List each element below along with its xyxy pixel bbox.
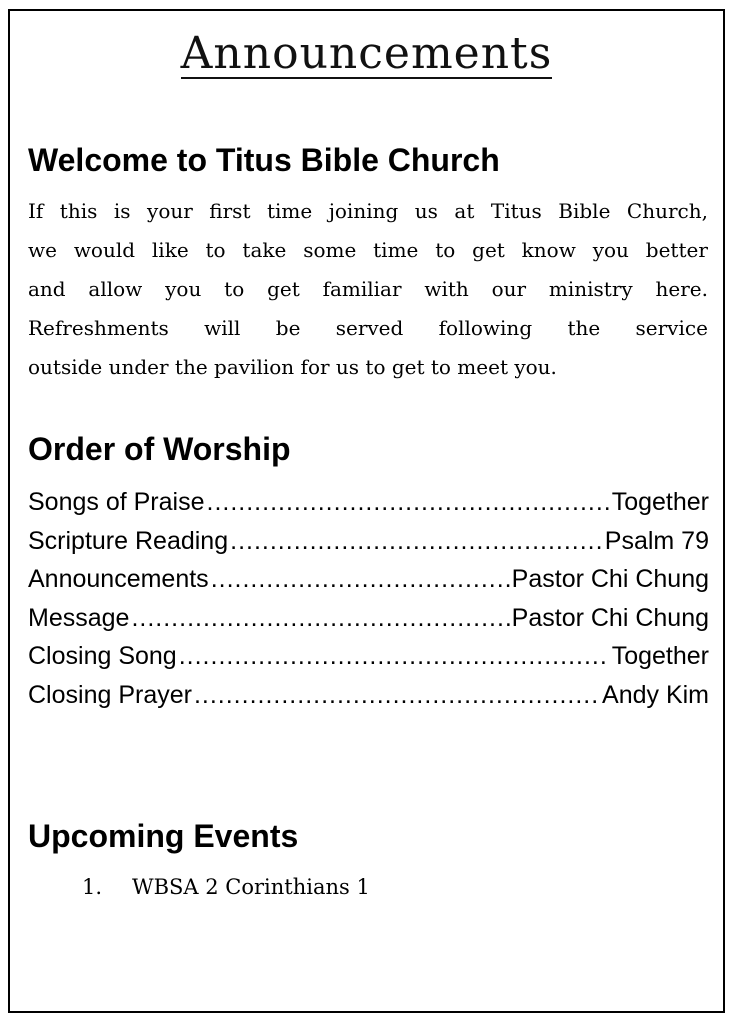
welcome-line <box>28 270 708 309</box>
welcome-word: service <box>635 316 708 340</box>
announcement-page <box>8 9 725 1013</box>
welcome-word: be <box>275 316 301 340</box>
welcome-word: here. <box>655 277 708 301</box>
order-row <box>28 483 709 522</box>
order-row <box>28 599 709 638</box>
welcome-word: better <box>645 238 708 262</box>
order-item: Closing Song <box>28 642 177 670</box>
event-item <box>82 875 370 899</box>
welcome-word: ministry <box>548 277 633 301</box>
upcoming-events-list <box>82 875 370 899</box>
welcome-word: to <box>205 238 226 262</box>
welcome-word: to <box>224 277 245 301</box>
welcome-word: Refreshments <box>28 316 169 340</box>
order-leader: Pastor Chi Chung <box>511 603 709 632</box>
welcome-word: time <box>373 238 419 262</box>
dot-leader <box>179 637 610 676</box>
welcome-word: and <box>28 277 66 301</box>
order-item: Scripture Reading <box>28 526 229 555</box>
order-of-worship-list <box>28 483 709 714</box>
welcome-word: know <box>521 238 576 262</box>
welcome-word: take <box>242 238 287 262</box>
welcome-paragraph <box>28 192 708 387</box>
welcome-word: If <box>28 199 44 223</box>
welcome-word: Church, <box>626 199 708 223</box>
order-row <box>28 637 709 676</box>
order-row <box>28 560 709 599</box>
dot-leader <box>211 560 510 599</box>
welcome-word: first <box>209 199 251 223</box>
order-leader: Together <box>611 488 709 516</box>
welcome-word: will <box>204 316 241 340</box>
welcome-word: we <box>28 238 57 262</box>
welcome-word: joining <box>328 199 399 223</box>
welcome-word: get <box>472 238 505 262</box>
page-title-text: Announcements <box>180 28 553 79</box>
welcome-word: served <box>335 316 404 340</box>
dot-leader <box>230 522 603 561</box>
order-leader: Pastor Chi Chung <box>511 565 709 593</box>
order-item: Closing Prayer <box>28 680 192 709</box>
order-row <box>28 522 709 561</box>
upcoming-events-heading: Upcoming Events <box>28 818 299 854</box>
welcome-word: this <box>59 199 98 223</box>
dot-leader <box>131 599 509 638</box>
welcome-word: allow <box>88 277 143 301</box>
order-item: Songs of Praise <box>28 488 205 516</box>
welcome-word: familiar <box>322 277 402 301</box>
welcome-word: would <box>73 238 136 262</box>
welcome-word: get <box>267 277 300 301</box>
welcome-word: like <box>151 238 189 262</box>
order-leader: Psalm 79 <box>604 526 709 555</box>
welcome-word: you <box>592 238 629 262</box>
welcome-word: is <box>113 199 131 223</box>
welcome-line <box>28 192 708 231</box>
welcome-line <box>28 348 708 387</box>
order-item: Announcements <box>28 565 209 593</box>
welcome-word: our <box>491 277 527 301</box>
welcome-word: time <box>266 199 313 223</box>
welcome-word: outside under the pavilion for us to get to meet you. <box>28 355 557 379</box>
welcome-word: Titus <box>490 199 542 223</box>
welcome-word: Bible <box>558 199 611 223</box>
welcome-word: at <box>454 199 475 223</box>
dot-leader <box>194 676 600 715</box>
welcome-word: with <box>424 277 469 301</box>
welcome-word: your <box>147 199 193 223</box>
welcome-line <box>28 231 708 270</box>
welcome-word: us <box>414 199 438 223</box>
order-of-worship-heading: Order of Worship <box>28 431 291 467</box>
welcome-word: you <box>165 277 202 301</box>
welcome-line <box>28 309 708 348</box>
order-item: Message <box>28 603 130 632</box>
dot-leader <box>207 483 610 522</box>
order-leader: Together <box>611 642 709 670</box>
welcome-word: following <box>438 316 533 340</box>
welcome-word: some <box>303 238 357 262</box>
event-number: 1. <box>82 875 103 899</box>
event-text: WBSA 2 Corinthians 1 <box>132 875 370 899</box>
welcome-word: the <box>567 316 601 340</box>
order-leader: Andy Kim <box>602 680 709 709</box>
welcome-heading: Welcome to Titus Bible Church <box>28 142 500 178</box>
page-title <box>10 29 723 79</box>
welcome-word: to <box>435 238 456 262</box>
order-row <box>28 676 709 715</box>
